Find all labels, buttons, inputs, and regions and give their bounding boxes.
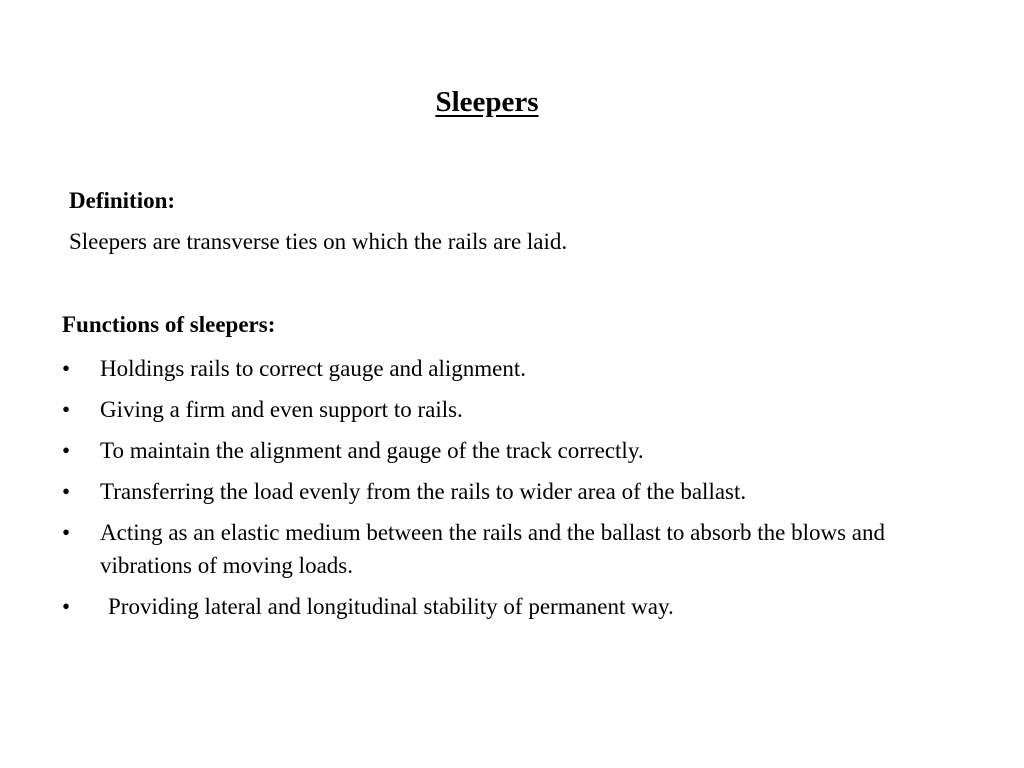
list-item-text: To maintain the alignment and gauge of the track correctly.	[100, 438, 644, 463]
bullet-icon: •	[62, 356, 71, 381]
bullet-icon: •	[62, 397, 71, 422]
list-item-text: Acting as an elastic medium between the rails and the ballast to absorb the blows and vibrations of moving loads.	[100, 520, 885, 578]
bullet-icon: •	[62, 594, 71, 619]
slide-title: Sleepers	[435, 86, 539, 118]
definition-heading: Definition:	[69, 188, 176, 213]
bullet-icon: •	[62, 438, 71, 463]
bullet-icon: •	[62, 479, 71, 504]
list-item-text: Transferring the load evenly from the rails to wider area of the ballast.	[100, 479, 747, 504]
list-item-text: Providing lateral and longitudinal stability of permanent way.	[108, 594, 674, 619]
list-item	[62, 352, 962, 385]
list-item	[62, 516, 962, 582]
bullet-icon: •	[62, 520, 71, 545]
definition-text: Sleepers are transverse ties on which the rails are laid.	[69, 229, 568, 254]
list-item-text: Giving a firm and even support to rails.	[100, 397, 463, 422]
functions-list	[62, 352, 962, 631]
list-item	[62, 434, 962, 467]
list-item	[62, 393, 962, 426]
list-item-text: Holdings rails to correct gauge and alignment.	[100, 356, 527, 381]
functions-heading: Functions of sleepers:	[62, 312, 276, 337]
list-item	[62, 475, 962, 508]
list-item	[62, 590, 962, 623]
